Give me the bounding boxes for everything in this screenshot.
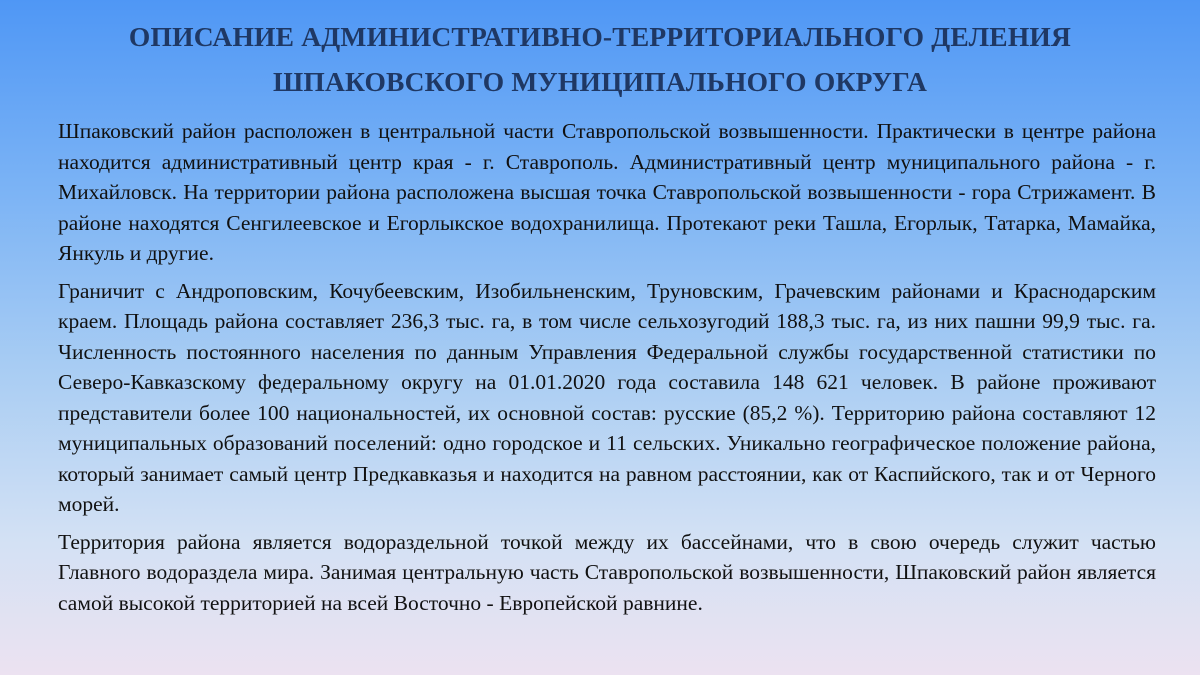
- page-title: [0, 14, 1200, 104]
- paragraph-2: Граничит с Андроповским, Кочубеевским, Изобильненским, Труновским, Грачевским районами и Краснодарским краем. Площадь района составляет 236,3 тыс. га, в том числе сельхозугодий 188,3 тыс. га, из них пашни 99,9 тыс. га. Численность постоянного населения по данным Управления Федеральной службы государственной статистики по Северо-Кавказскому федеральному округу на 01.01.2020 года составила 148 621 человек. В районе проживают представители более 100 национальностей, их основной состав: русские (85,2 %). Территорию района составляют 12 муниципальных образований поселений: одно городское и 11 сельских. Уникально географическое положение района, который занимает самый центр Предкавказья и находится на равном расстоянии, как от Каспийского, так и от Черного морей.: [58, 278, 1156, 516]
- title-line-1: ОПИСАНИЕ АДМИНИСТРАТИВНО-ТЕРРИТОРИАЛЬНОГО ДЕЛЕНИЯ: [128, 21, 1072, 52]
- paragraph-1: Шпаковский район расположен в центральной части Ставропольской возвышенности. Практически в центре района находится административный центр края - г. Ставрополь. Административный центр муниципального района - г. Михайловск. На территории района расположена высшая точка Ставропольской возвышенности - гора Стрижамент. В районе находятся Сенгилеевское и Егорлыкское водохранилища. Протекают реки Ташла, Егорлык, Татарка, Мамайка, Янкуль и другие.: [58, 119, 1156, 265]
- paragraph-3: Территория района является водораздельной точкой между их бассейнами, что в свою очередь служит частью Главного водораздела мира. Занимая центральную часть Ставропольской возвышенности, Шпаковский район является самой высокой территорией на всей Восточно - Европейской равнине.: [58, 529, 1156, 615]
- title-line-2: ШПАКОВСКОГО МУНИЦИПАЛЬНОГО ОКРУГА: [272, 66, 928, 97]
- slide-body: [58, 116, 1156, 625]
